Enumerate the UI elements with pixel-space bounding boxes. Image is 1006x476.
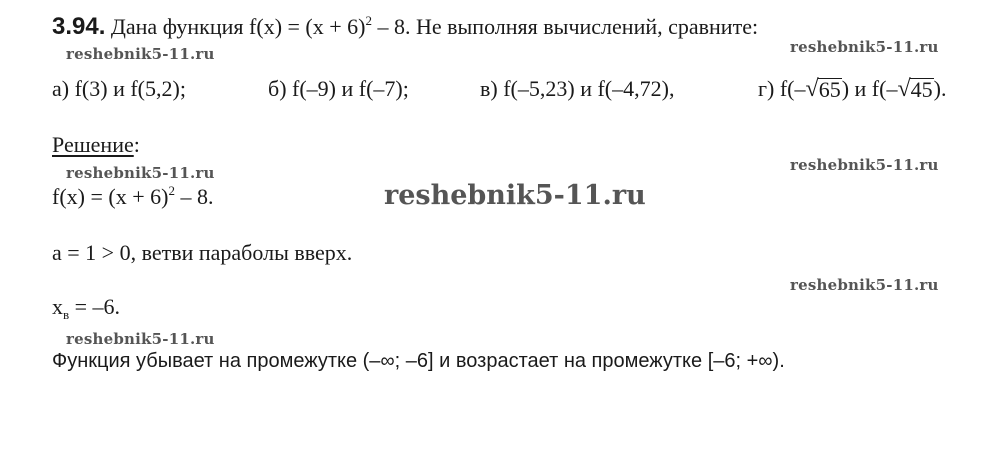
watermark-small: reshebnik5-11.ru [66,164,215,182]
vertex-subscript: в [63,307,70,322]
problem-statement [52,14,758,40]
option-g-mid: ) и f(– [841,76,898,101]
option-g-end: ). [933,76,947,101]
option-b: б) f(–9) и f(–7); [268,76,409,101]
problem-number: 3.94. [52,13,106,40]
watermark-small: reshebnik5-11.ru [790,156,939,174]
watermark-large: reshebnik5-11.ru [384,180,646,211]
sqrt-symbol: √ 45 [897,76,933,102]
watermark-small: reshebnik5-11.ru [66,330,215,348]
branches-line: a = 1 > 0, ветви параболы вверх. [52,240,353,265]
option-g-prefix: г) f(– [758,76,806,101]
function-line: $f(x) = (x + 6)^2 - 8$. [52,183,214,209]
statement-exponent: 2 [365,13,372,28]
option-v: в) f(–5,23) и f(–4,72), [480,76,675,101]
vertex-line: $x_в = -6$. [52,294,121,322]
radicand-1: 65 [818,77,841,102]
statement-suffix: – 8. Не выполняя вычислений, сравните: [371,14,759,39]
monotonic-line: Функция убывает на промежутке (–∞; –6] и возрастает на промежутке [–6; +∞). [52,350,785,372]
solution-heading-text: Решение [52,132,134,157]
statement-prefix: Дана функция f(x) = (x + 6) [110,14,366,39]
watermark-small: reshebnik5-11.ru [790,38,939,56]
watermark-small: reshebnik5-11.ru [66,45,215,63]
option-g [758,76,946,102]
function-exponent: 2 [168,183,175,198]
radicand-2: 45 [910,77,933,102]
solution-heading: Решение: [52,132,140,157]
sqrt-symbol: √ 65 [805,76,841,102]
option-a: а) f(3) и f(5,2); [52,76,186,101]
watermark-small: reshebnik5-11.ru [790,276,939,294]
